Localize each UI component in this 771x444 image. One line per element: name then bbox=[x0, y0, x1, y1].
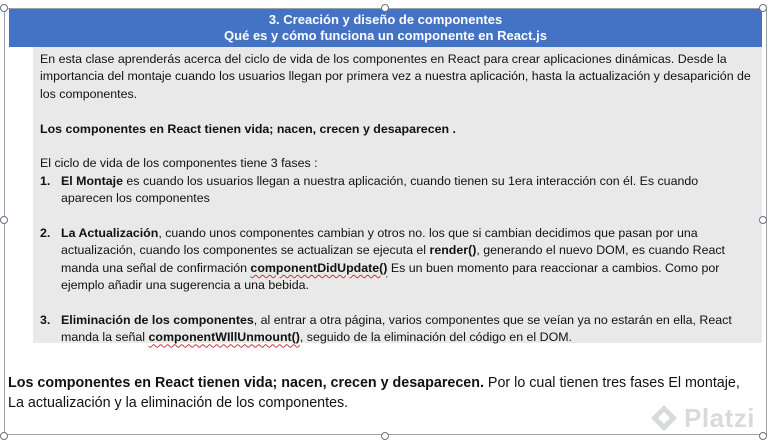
intro-paragraph: En esta clase aprenderás acerca del ciclo de vida de los componentes en React para crear aplicaciones dinámicas. Desde la importancia del montaje cuando los usuarios llegan por primera vez a nuestra aplicación, hasta la actualización y desaparición de los componentes. bbox=[40, 52, 751, 101]
phase-title: Eliminación de los componentes bbox=[61, 313, 254, 328]
resize-handle-bottom-left[interactable] bbox=[0, 432, 8, 440]
platzi-logo-icon bbox=[648, 402, 680, 434]
phase-item-actualizacion bbox=[40, 225, 752, 295]
phase-text: es cuando los usuarios llegan a nuestra aplicación, cuando tienen su 1era interacción con él. Es cuando aparecen los componentes bbox=[61, 173, 699, 206]
phase-number: 1. bbox=[40, 173, 51, 188]
resize-handle-bottom-right[interactable] bbox=[759, 432, 767, 440]
phase-number: 2. bbox=[40, 226, 51, 241]
phases-intro: El ciclo de vida de los componentes tiene 3 fases : bbox=[40, 156, 318, 171]
watermark-text: Platzi bbox=[684, 402, 755, 433]
left-margin-stripe bbox=[9, 47, 33, 343]
resize-handle-top-right[interactable] bbox=[759, 4, 767, 12]
phase-text: , cuando unos componentes cambian y otros no. los que si cambian decidimos que pasan por una actualización, cuando los componentes se actualizan se ejecuta el bbox=[61, 226, 698, 258]
resize-handle-left[interactable] bbox=[0, 216, 8, 224]
phase-number: 3. bbox=[40, 313, 51, 328]
list-spacer bbox=[40, 295, 752, 312]
phase-item-eliminacion bbox=[40, 312, 752, 347]
code-component-will-unmount: componentWIllUnmount() bbox=[148, 330, 300, 345]
resize-handle-bottom[interactable] bbox=[381, 432, 389, 440]
summary-text: Por lo cual tienen tres fases El montaje, La actualización y la eliminación de los componentes. bbox=[8, 375, 740, 412]
resize-handle-right[interactable] bbox=[759, 216, 767, 224]
phases-list bbox=[40, 173, 752, 347]
content-area bbox=[9, 47, 762, 343]
resize-handle-top[interactable] bbox=[381, 4, 389, 12]
phase-title: El Montaje bbox=[61, 173, 123, 188]
phase-title: La Actualización bbox=[61, 226, 159, 241]
code-render: render() bbox=[429, 243, 477, 258]
phase-text: , seguido de la eliminación del código en el DOM. bbox=[299, 330, 572, 345]
slide-header bbox=[9, 9, 762, 47]
header-title: 3. Creación y diseño de componentes bbox=[268, 12, 503, 27]
resize-handle-top-left[interactable] bbox=[0, 4, 8, 12]
headline-paragraph: Los componentes en React tienen vida; nacen, crecen y desaparecen . bbox=[40, 121, 456, 136]
header-subtitle: Qué es y cómo funciona un componente en React.js bbox=[224, 28, 547, 43]
phase-text: , generando el nuevo DOM, es cuando React manda una señal de confirmación bbox=[61, 243, 725, 275]
platzi-watermark bbox=[648, 402, 755, 434]
phase-text: , al entrar a otra página, varios componentes que se veían ya no estarán en ella, React manda la señal bbox=[61, 313, 732, 345]
code-component-did-update: componentDidUpdate() bbox=[250, 260, 388, 275]
summary-bold: Los componentes en React tienen vida; nacen, crecen y desaparecen. bbox=[8, 375, 484, 391]
list-spacer bbox=[40, 208, 752, 225]
body-panel bbox=[33, 47, 762, 343]
phase-text: Es un buen momento para reaccionar a cambios. Como por ejemplo añadir una sugerencia a una bebida. bbox=[61, 260, 720, 293]
phase-item-montaje bbox=[40, 173, 752, 208]
